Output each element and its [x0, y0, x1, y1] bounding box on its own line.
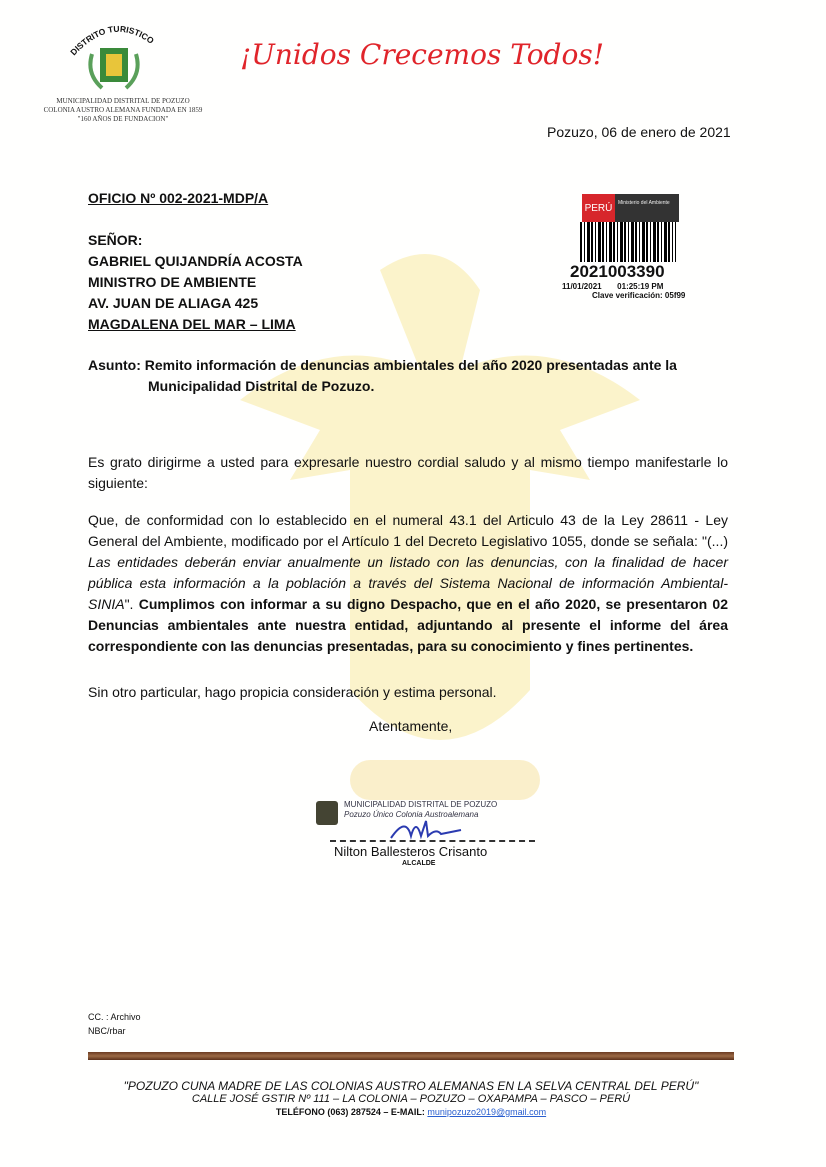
- subject-label: Asunto:: [88, 357, 141, 373]
- cc-line: NBC/rbar: [88, 1026, 126, 1036]
- seal-line: MUNICIPALIDAD DISTRITAL DE POZUZO: [344, 800, 498, 809]
- barcode: [580, 222, 676, 262]
- recipient-line: SEÑOR:: [88, 232, 143, 248]
- footer-phone: TELÉFONO (063) 287524 – E-MAIL:: [275, 1107, 428, 1117]
- oficio-number: OFICIO Nº 002-2021-MDP/A: [88, 190, 269, 206]
- recipient-line: MINISTRO DE AMBIENTE: [88, 274, 257, 290]
- signer-name: Nilton Ballesteros Crisanto: [334, 844, 488, 859]
- letterhead-text: [28, 97, 218, 124]
- handwritten-signature: [386, 816, 466, 842]
- paragraph: [88, 510, 728, 657]
- ministry-label: Ministerio del Ambiente: [615, 194, 679, 222]
- text: Que, de conformidad con lo establecido en el numeral 43.1 del Articulo 43 de la Ley 28611 - Ley General del Ambiente, modificado por el Artículo 1 del Decreto Legislativo 1055, donde se señala: "(...): [88, 512, 728, 549]
- footer: [88, 1080, 734, 1119]
- stamp-date: 11/01/2021: [562, 282, 602, 291]
- recipient-block: [88, 230, 303, 335]
- country-label: PERÚ: [582, 194, 615, 222]
- footer-motto: "POZUZO CUNA MADRE DE LAS COLONIAS AUSTRO ALEMANAS EN LA SELVA CENTRAL DEL PERÚ": [123, 1079, 699, 1093]
- cc-block: [88, 1010, 141, 1038]
- paragraph: Sin otro particular, hago propicia consideración y estima personal.: [88, 684, 497, 700]
- letterhead-line: MUNICIPALIDAD DISTRITAL DE POZUZO: [56, 97, 190, 105]
- footer-address: CALLE JOSÉ GSTIR Nº 111 – LA COLONIA – POZUZO – OXAPAMPA – PASCO – PERÚ: [191, 1093, 631, 1105]
- stamp-clave: Clave verificación: 05f99: [592, 291, 686, 300]
- email-link[interactable]: munipozuzo2019@gmail.com: [427, 1107, 547, 1117]
- subject: [88, 355, 728, 397]
- crest-text: DISTRITO TURISTICO: [68, 23, 156, 58]
- text: ".: [124, 596, 139, 612]
- letterhead-line: "160 AÑOS DE FUNDACION": [77, 115, 169, 123]
- footer-contact: [88, 1106, 734, 1119]
- bold-text: Cumplimos con informar a su digno Despacho, que en el año 2020, se presentaron 02 Denuncias ambientales ante nuestra entidad, adjuntando al presente el informe del área correspondiente con las denuncias presentadas, para su conocimiento y fines pertinentes.: [88, 596, 729, 654]
- reception-stamp: [562, 194, 694, 300]
- letter-date: Pozuzo, 06 de enero de 2021: [547, 124, 731, 140]
- subject-text: Remito información de denuncias ambientales del año 2020 presentadas ante la: [144, 357, 677, 373]
- recipient-line: AV. JUAN DE ALIAGA 425: [88, 295, 259, 311]
- footer-divider: [88, 1052, 734, 1060]
- seal-icon: [316, 801, 338, 825]
- letterhead-line: COLONIA AUSTRO ALEMANA FUNDADA EN 1859: [43, 106, 203, 114]
- recipient-line: GABRIEL QUIJANDRÍA ACOSTA: [88, 253, 303, 269]
- ministry-logo: [582, 194, 694, 222]
- slogan: ¡Unidos Crecemos Todos!: [240, 38, 604, 71]
- municipal-crest-logo: [80, 42, 148, 94]
- paragraph: Es grato dirigirme a usted para expresarle nuestro cordial saludo y al mismo tiempo manifestarle lo siguiente:: [88, 454, 728, 491]
- signer-title: ALCALDE: [402, 860, 436, 867]
- recipient-line: MAGDALENA DEL MAR – LIMA: [88, 316, 296, 332]
- closing: Atentamente,: [369, 718, 453, 734]
- seal-line: Pozuzo Único Colonia Austroalemana: [344, 810, 479, 819]
- quote-text: Las entidades deberán enviar anualmente un listado con las denuncias, con la finalidad de hacer pública esta información a la población a través del Sistema Nacional de información Ambiental- SINIA: [88, 554, 728, 612]
- cc-line: CC. : Archivo: [88, 1012, 141, 1022]
- stamp-time: 01:25:19 PM: [617, 282, 664, 291]
- subject-text: Municipalidad Distrital de Pozuzo.: [148, 378, 375, 394]
- stamp-number: 2021003390: [570, 262, 665, 281]
- signature-line: [330, 840, 535, 842]
- stamp-timestamp: [562, 282, 694, 291]
